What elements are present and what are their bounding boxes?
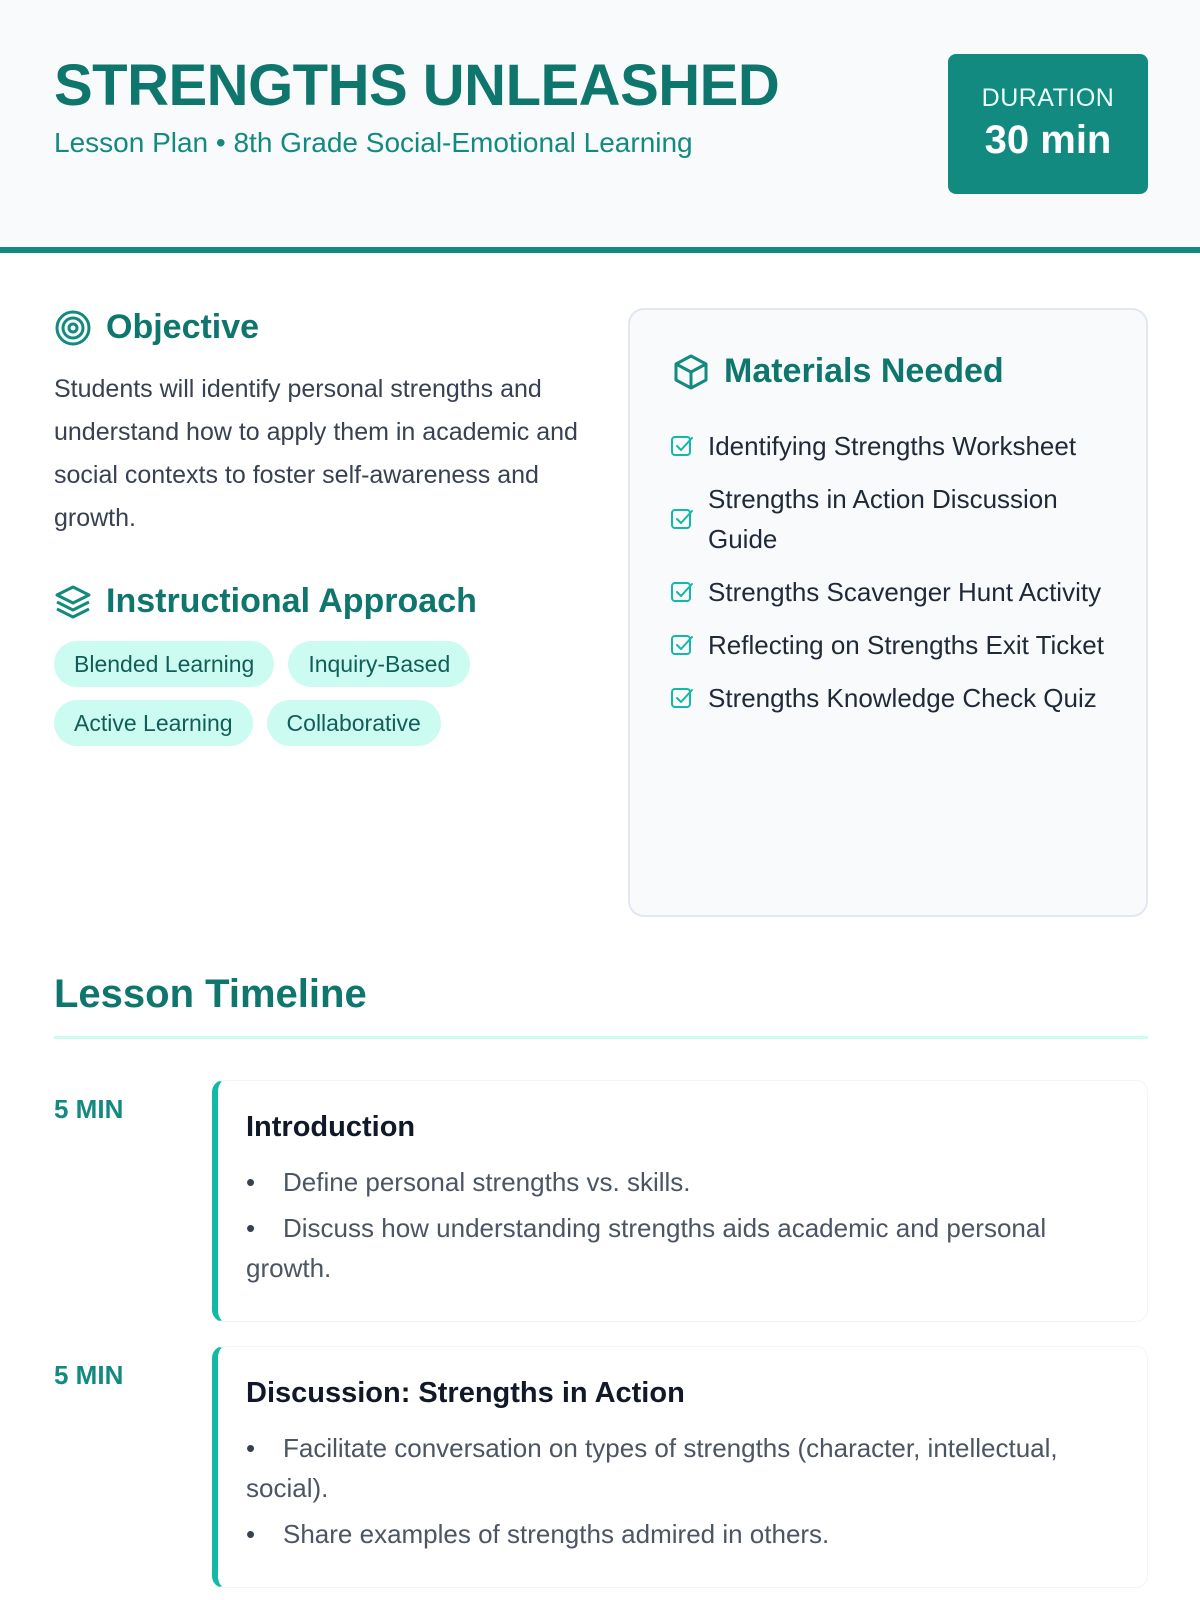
- materials-list: [670, 426, 1110, 731]
- duration-badge: [948, 54, 1148, 194]
- bullet-icon: •: [246, 1433, 256, 1463]
- step-point-text: Define personal strengths vs. skills.: [283, 1167, 691, 1197]
- step-title: Discussion: Strengths in Action: [246, 1377, 685, 1409]
- page-subtitle: Lesson Plan • 8th Grade Social-Emotional Learning: [54, 127, 693, 158]
- materials-card: [628, 308, 1148, 917]
- box-icon: [672, 353, 710, 391]
- duration-label: DURATION: [981, 84, 1115, 112]
- materials-item: [670, 678, 1110, 718]
- materials-item-label: Strengths in Action Discussion Guide: [708, 484, 1058, 554]
- check-square-icon: [670, 633, 694, 657]
- step-point: [246, 1208, 1121, 1288]
- materials-item-label: Identifying Strengths Worksheet: [708, 431, 1077, 461]
- step-point: [246, 1162, 1121, 1202]
- objective-heading-text: Objective: [106, 308, 260, 346]
- check-square-icon: [670, 507, 694, 531]
- materials-item: [670, 479, 1110, 559]
- objective-heading: [54, 308, 259, 347]
- check-square-icon: [670, 580, 694, 604]
- materials-heading: [672, 352, 1004, 391]
- materials-heading-text: Materials Needed: [724, 352, 1004, 390]
- approach-tag: Collaborative: [267, 700, 441, 746]
- approach-tags: [54, 641, 574, 746]
- objective-text: Students will identify personal strengths and understand how to apply them in academic and social contexts to foster self-awareness and growth.: [54, 375, 578, 532]
- materials-item-label: Reflecting on Strengths Exit Ticket: [708, 630, 1104, 660]
- step-point: [246, 1428, 1121, 1508]
- step-point: [246, 1514, 1121, 1554]
- timeline-divider: [54, 1036, 1148, 1039]
- materials-item: [670, 625, 1110, 665]
- approach-tag: Active Learning: [54, 700, 253, 746]
- materials-item-label: Strengths Knowledge Check Quiz: [708, 683, 1097, 713]
- step-duration: 5 MIN: [54, 1094, 124, 1124]
- lesson-header: [0, 0, 1200, 253]
- step-points: [246, 1428, 1121, 1554]
- timeline-step-card: [212, 1346, 1148, 1588]
- bullet-icon: •: [246, 1213, 256, 1243]
- layers-icon: [54, 583, 92, 621]
- step-title: Introduction: [246, 1111, 416, 1143]
- target-icon: [54, 309, 92, 347]
- approach-heading-text: Instructional Approach: [106, 582, 477, 620]
- timeline-heading: Lesson Timeline: [54, 972, 367, 1016]
- approach-heading: [54, 582, 477, 621]
- step-point-text: Discuss how understanding strengths aids academic and personal growth.: [246, 1213, 1047, 1283]
- bullet-icon: •: [246, 1167, 256, 1197]
- page-title: STRENGTHS UNLEASHED: [54, 53, 780, 118]
- check-square-icon: [670, 434, 694, 458]
- step-points: [246, 1162, 1121, 1288]
- approach-tag: Blended Learning: [54, 641, 274, 687]
- step-duration: 5 MIN: [54, 1360, 124, 1390]
- step-point-text: Facilitate conversation on types of strengths (character, intellectual, social).: [246, 1433, 1058, 1503]
- check-square-icon: [670, 686, 694, 710]
- timeline-step-card: [212, 1080, 1148, 1322]
- materials-item-label: Strengths Scavenger Hunt Activity: [708, 577, 1102, 607]
- duration-value: 30 min: [984, 118, 1112, 162]
- materials-item: [670, 426, 1110, 466]
- step-point-text: Share examples of strengths admired in others.: [283, 1519, 830, 1549]
- approach-tag: Inquiry-Based: [288, 641, 470, 687]
- bullet-icon: •: [246, 1519, 256, 1549]
- materials-item: [670, 572, 1110, 612]
